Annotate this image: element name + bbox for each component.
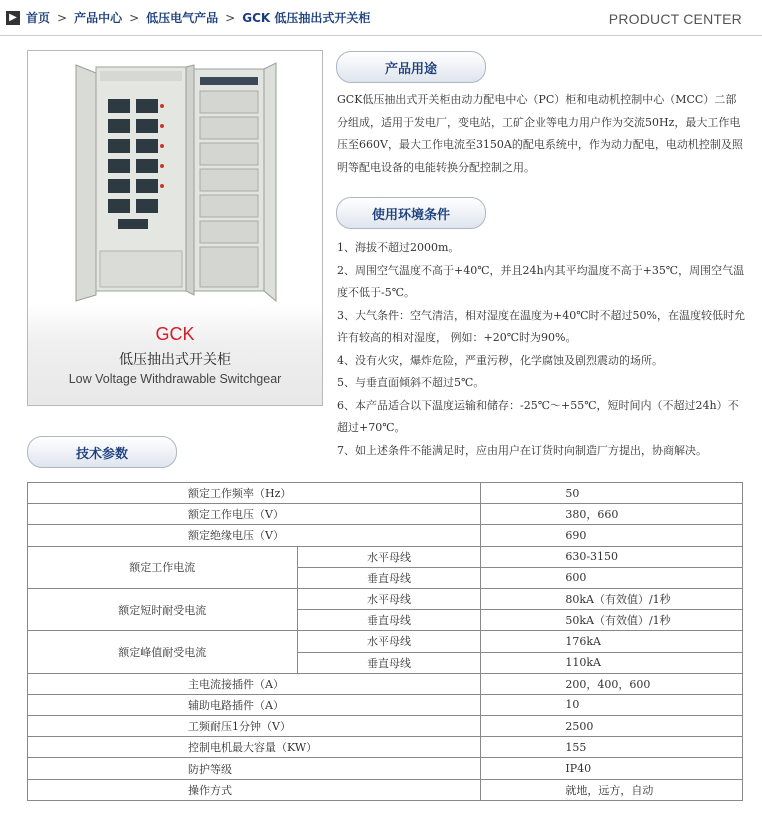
table-row [28,779,743,800]
divider [0,35,762,36]
section-title: PRODUCT CENTER [608,11,742,27]
usage-heading: 产品用途 [336,51,486,83]
table-cell: 630-3150 [481,546,743,567]
breadcrumb-current: GCK 低压抽出式开关柜 [242,11,371,25]
table-cell: 工频耐压1分钟（V） [28,716,481,737]
table-row [28,716,743,737]
list-item: 7、如上述条件不能满足时，应由用户在订货时向制造厂方提出，协商解决。 [337,443,707,457]
table-cell: 主电流接插件（A） [28,673,481,694]
table-row [28,525,743,546]
product-name-cn: 低压抽出式开关柜 [119,352,231,368]
breadcrumb-category-link[interactable]: 低压电气产品 [146,11,219,25]
list-item: 5、与垂直面倾斜不超过5℃。 [337,376,485,389]
table-cell: 水平母线 [297,588,481,609]
table-cell: 380，660 [481,504,743,525]
table-cell: 110kA [481,652,743,673]
table-cell: 176kA [481,631,743,652]
table-row [28,758,743,779]
table-row [28,483,743,504]
chevron-right-icon: > [129,10,140,25]
breadcrumb-products-link[interactable]: 产品中心 [74,11,123,25]
product-caption [28,304,322,405]
list-item: 2、周围空气温度不高于+40℃，并且24h内其平均温度不高于+35℃，周围空气温度不低于-5℃。 [337,263,745,299]
list-item: 3、大气条件：空气清洁，相对湿度在温度为+40℃时不超过50%，在温度较低时允许有较高的相对湿度， 例如：+20℃时为90%。 [337,308,745,344]
table-cell: 额定工作频率（Hz） [28,483,481,504]
table-cell: 200，400，600 [481,673,743,694]
table-cell: 50kA（有效值）/1秒 [481,610,743,631]
table-cell: 155 [481,737,743,758]
table-row [28,631,743,652]
table-cell: IP40 [481,758,743,779]
table-row [28,588,743,609]
table-cell: 垂直母线 [297,610,481,631]
table-row [28,546,743,567]
table-cell: 额定工作电流 [28,546,298,588]
table-cell: 600 [481,567,743,588]
table-cell: 额定工作电压（V） [28,504,481,525]
table-cell: 额定绝缘电压（V） [28,525,481,546]
table-cell: 控制电机最大容量（KW） [28,737,481,758]
table-row [28,694,743,715]
table-row [28,737,743,758]
product-name-en: Low Voltage Withdrawable Switchgear [68,372,282,386]
table-cell: 垂直母线 [297,567,481,588]
arrow-right-icon: ▶ [6,11,20,25]
specs-heading: 技术参数 [27,436,177,468]
table-cell: 就地，远方，自动 [481,779,743,800]
table-cell: 80kA（有效值）/1秒 [481,588,743,609]
table-cell: 50 [481,483,743,504]
chevron-right-icon: > [57,10,68,25]
list-item: 1、海拔不超过2000m。 [337,241,460,254]
table-cell: 690 [481,525,743,546]
table-row [28,504,743,525]
breadcrumb-bar [0,0,762,38]
usage-text: GCK低压抽出式开关柜由动力配电中心（PC）柜和电动机控制中心（MCC）二部分组成，适用于发电厂，变电站，工矿企业等电力用户作为交流50Hz，最大工作电压至660V，最大工作电流至3150A的配电系统中，作为动力配电，电动机控制及照明等配电设备的电能转换分配控制之用。 [337,93,743,174]
table-cell: 额定短时耐受电流 [28,588,298,630]
table-cell: 辅助电路插件（A） [28,694,481,715]
product-card [27,50,323,406]
table-cell: 水平母线 [297,631,481,652]
conditions-list [337,237,745,462]
table-cell: 10 [481,694,743,715]
chevron-right-icon: > [225,10,236,25]
breadcrumb-home-link[interactable]: 首页 [26,11,51,25]
specs-table [27,482,743,801]
table-cell: 垂直母线 [297,652,481,673]
table-cell: 操作方式 [28,779,481,800]
table-cell: 2500 [481,716,743,737]
product-image [28,51,322,304]
list-item: 4、没有火灾，爆炸危险，严重污秽，化学腐蚀及剧烈震动的场所。 [337,353,663,367]
table-cell: 额定峰值耐受电流 [28,631,298,673]
breadcrumb [6,9,370,26]
list-item: 6、本产品适合以下温度运输和储存：-25℃～+55℃，短时间内（不超过24h）不超过+70℃。 [337,398,739,434]
product-code: GCK [155,324,195,344]
conditions-heading: 使用环境条件 [336,197,486,229]
table-row [28,673,743,694]
table-cell: 水平母线 [297,546,481,567]
table-cell: 防护等级 [28,758,481,779]
